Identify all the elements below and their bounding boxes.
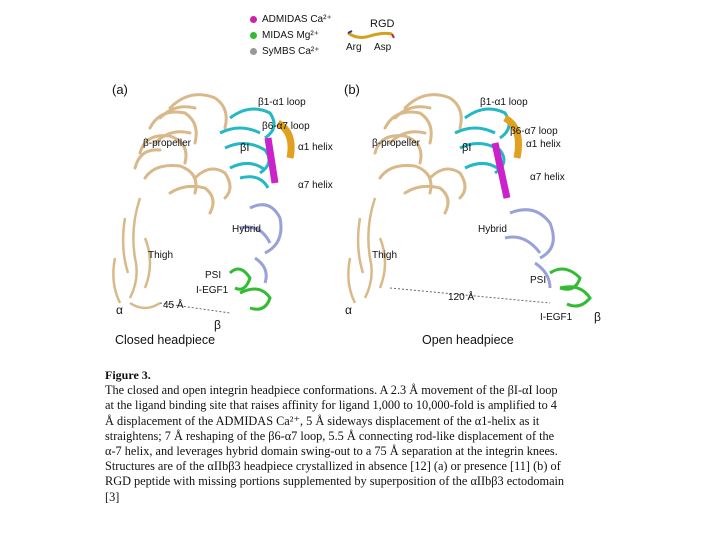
panel-a-letter: (a)	[112, 82, 128, 97]
legend-midas-label: MIDAS Mg²⁺	[262, 30, 319, 41]
panel-a-beta-propeller-label: β-propeller	[143, 138, 191, 149]
panel-b-psi-label: PSI	[530, 275, 547, 286]
legend-symbs	[250, 46, 320, 57]
legend-admidas	[250, 14, 332, 25]
caption-line: at the ligand binding site that raises affinity for ligand 1,000 to 10,000-fold is amplified to 4	[105, 398, 557, 413]
panel-b-beta-i-label: βI	[462, 142, 472, 154]
panel-a-structure	[100, 78, 330, 343]
psi-egf-domain	[230, 269, 270, 309]
panel-a-beta-label: β	[214, 318, 221, 332]
panel-a-hybrid-label: Hybrid	[232, 224, 261, 235]
panel-a-alpha-label: α	[116, 303, 123, 317]
figure-caption	[105, 368, 605, 505]
panel-b-b6-a7-loop-label: β6-α7 loop	[510, 126, 558, 137]
panel-a-i-egf1-label: I-EGF1	[196, 285, 229, 296]
alpha7-helix	[268, 138, 275, 183]
panel-a-caption: Closed headpiece	[115, 333, 216, 347]
panel-a-beta-i-label: βI	[240, 142, 250, 154]
beta-propeller-domain	[135, 95, 230, 213]
panel-b-beta-label: β	[594, 310, 601, 324]
panel-b-structure	[335, 78, 615, 343]
caption-line: α-7 helix, and leverages hybrid domain swing-out to a 75 Å separation at the integrin knees.	[105, 444, 558, 459]
psi-egf-domain	[550, 269, 590, 306]
panel-b-beta-propeller-label: β-propeller	[372, 138, 420, 149]
caption-line: RGD peptide with missing portions supplemented by superposition of the αIIbβ3 ectodomain	[105, 474, 565, 489]
legend-midas	[250, 30, 319, 41]
beta-propeller-domain	[375, 95, 465, 213]
caption-line: The closed and open integrin headpiece conformations. A 2.3 Å movement of the βI-αI loop	[105, 383, 558, 398]
panel-b-i-egf1-label: I-EGF1	[540, 312, 573, 323]
symbs-dot-icon	[250, 48, 257, 55]
panel-a-a7-helix-label: α7 helix	[298, 180, 333, 191]
panel-a-thigh-label: Thigh	[148, 250, 174, 261]
panel-b-a1-helix-label: α1 helix	[526, 139, 561, 150]
legend-symbs-label: SyMBS Ca²⁺	[262, 46, 320, 57]
panel-b-distance-label: 120 Å	[448, 292, 475, 303]
admidas-dot-icon	[250, 16, 257, 23]
caption-line: Å displacement of the ADMIDAS Ca²⁺, 5 Å sideways displacement of the α1-helix as it	[105, 413, 540, 428]
midas-dot-icon	[250, 32, 257, 39]
panel-b-caption: Open headpiece	[422, 333, 514, 347]
panel-b-hybrid-label: Hybrid	[478, 224, 507, 235]
figure-label: Figure 3.	[105, 368, 151, 382]
panel-b-thigh-label: Thigh	[372, 250, 398, 261]
caption-line: Structures are of the αIIbβ3 headpiece crystallized in absence [12] (a) or presence [11] (b) of	[105, 459, 561, 474]
panel-b-letter: (b)	[344, 82, 360, 97]
panel-b-alpha-label: α	[345, 303, 352, 317]
alpha1-helix	[505, 118, 519, 158]
panel-b-b1-a1-loop-label: β1-α1 loop	[480, 97, 528, 108]
panel-b-a7-helix-label: α7 helix	[530, 172, 565, 183]
panel-a-a1-helix-label: α1 helix	[298, 142, 333, 153]
rgd-asp: Asp	[374, 42, 392, 53]
legend-admidas-label: ADMIDAS Ca²⁺	[262, 14, 332, 25]
caption-line: straightens; 7 Å reshaping of the β6-α7 loop, 5.5 Å connecting rod-like displacement of the	[105, 428, 555, 443]
caption-line: [3]	[105, 489, 120, 504]
panel-a-psi-label: PSI	[205, 270, 222, 281]
panel-a-distance-label: 45 Å	[163, 300, 184, 311]
rgd-title: RGD	[370, 18, 395, 30]
rgd-arg: Arg	[346, 42, 362, 53]
panel-a-b1-a1-loop-label: β1-α1 loop	[258, 97, 306, 108]
panel-a-b6-a7-loop-label: β6-α7 loop	[262, 121, 310, 132]
